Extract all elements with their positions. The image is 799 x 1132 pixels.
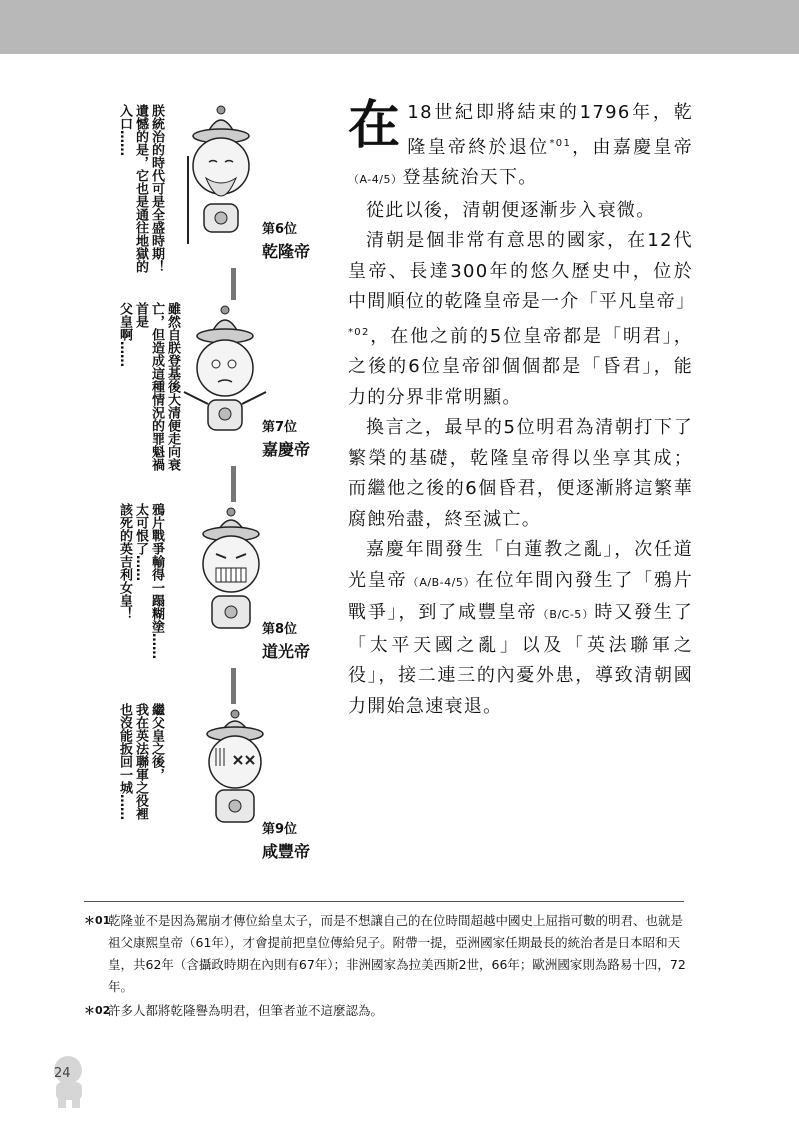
caption-daoguang: 鴉片戰爭輸得一蹋糊塗…… 太可恨了…… 該死的英吉利女皇！ bbox=[117, 503, 164, 659]
paragraph-1: 在 18世紀即將結束的1796年，乾隆皇帝終於退位$^{*01}$，由嘉慶皇帝（A-4/5）登基統治天下。 bbox=[348, 96, 693, 188]
page-mascot-icon bbox=[46, 1052, 96, 1112]
caption-jiaqing: 雖然自朕登基後大清便走向衰 亡，但造成這種情況的罪魁禍首是 父皇啊…… bbox=[117, 302, 180, 471]
paragraph-5: 嘉慶年間發生「白蓮教之亂」，次任道光皇帝（A/B-4/5）在位年間內發生了「鴉片戰爭」，到了咸豐皇帝（B/C-5）時又發生了「太平天國之亂」以及「英法聯軍之役」，接二連三的內憂外患，導致清朝國力開始急速衰退。 bbox=[348, 539, 694, 717]
map-reference: （B/C-5） bbox=[537, 608, 595, 621]
map-reference: （A/B-4/5） bbox=[407, 575, 476, 589]
footnote-2 bbox=[84, 1000, 688, 1022]
footnote-divider bbox=[84, 901, 684, 902]
map-reference: （A-4/5） bbox=[348, 173, 403, 186]
footnote-mark: ＊01 bbox=[84, 914, 111, 927]
footnote-mark: ＊02 bbox=[84, 1004, 111, 1017]
caption-xianfeng: 繼父皇之後， 我在英法聯軍之役裡 也沒能扳回一城…… bbox=[117, 703, 164, 820]
footnote-text: 許多人都將乾隆譽為明君，但筆者並不這麼認為。 bbox=[108, 1003, 384, 1018]
paragraph-4: 換言之，最早的5位明君為清朝打下了繁榮的基礎，乾隆皇帝得以坐享其成；而繼他之後的6個昏君，便逐漸將這繁華腐蝕殆盡，終至滅亡。 bbox=[348, 417, 693, 530]
dropcap: 在 bbox=[348, 96, 402, 156]
footnote-ref: *01 bbox=[549, 137, 572, 149]
timeline-connector bbox=[231, 466, 236, 502]
rank-label-jiaqing: 第7位 嘉慶帝 bbox=[262, 420, 311, 459]
paragraph-2: 從此以後，清朝便逐漸步入衰微。 bbox=[366, 199, 656, 221]
page-number: 24 bbox=[54, 1066, 71, 1081]
timeline-connector bbox=[231, 668, 236, 704]
header-band bbox=[0, 0, 799, 54]
main-text bbox=[348, 96, 696, 722]
rank-label-qianlong: 第6位 乾隆帝 bbox=[262, 222, 311, 261]
caption-qianlong: 朕統治的時代可是全盛時期！ 遺憾的是，它也是通往地獄的 入口…… bbox=[117, 104, 164, 273]
footnote-text: 乾隆並不是因為駕崩才傳位給皇太子，而是不想讓自己的在位時間超越中國史上屈指可數的明君、也就是祖父康熙皇帝（61年），才會提前把皇位傳給兒子。附帶一提，亞洲國家任期最長的統治者是日本昭和天皇，共62年（含攝政時期在內則有67年）；非洲國家為拉美西斯2世，66年；歐洲國家則為路易十四，72年。 bbox=[108, 913, 686, 994]
rank-label-daoguang: 第8位 道光帝 bbox=[262, 622, 311, 661]
paragraph-3: 清朝是個非常有意思的國家，在12代皇帝、長達300年的悠久歷史中，位於中間順位的乾隆皇帝是一介「平凡皇帝」$^{*02}$，在他之前的5位皇帝都是「明君」，之後的6位皇帝卻個個都是「昏君」，能力的分界非常明顯。 bbox=[348, 230, 696, 408]
qianlong-illustration bbox=[176, 96, 266, 246]
footnote-ref: *02 bbox=[348, 326, 370, 338]
footnote-1 bbox=[84, 910, 688, 998]
xianfeng-illustration bbox=[190, 704, 280, 834]
rank-label-xianfeng: 第9位 咸豐帝 bbox=[262, 822, 311, 861]
